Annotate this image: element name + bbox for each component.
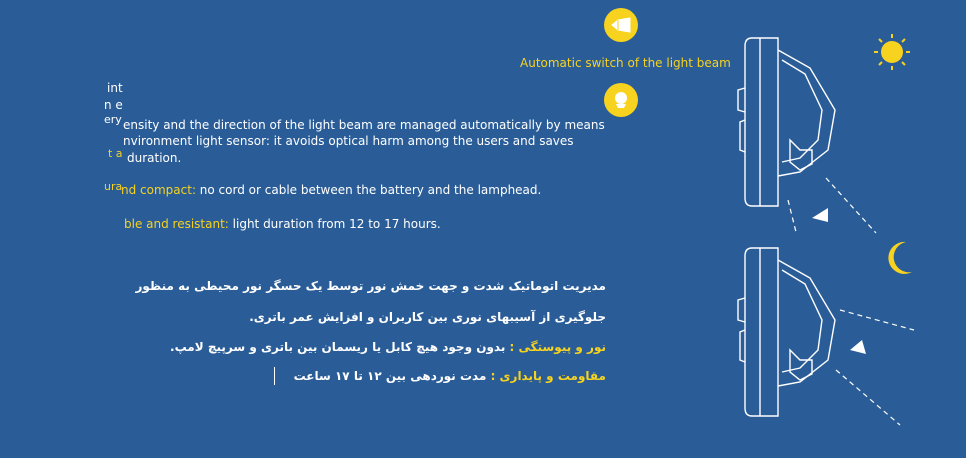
resistant-text: light duration from 12 to 17 hours. <box>228 217 441 231</box>
compact-text: no cord or cable between the battery and the lamphead. <box>195 183 542 197</box>
persian-line-3-label: نور و پیوستگی : <box>509 340 606 354</box>
auto-switch-label: Automatic switch of the light beam <box>520 56 731 70</box>
fragment-ne: n e <box>104 98 123 112</box>
body-line-2: nvironment light sensor: it avoids optical harm among the users and saves <box>123 134 574 148</box>
fragment-ta: t a <box>108 147 123 160</box>
persian-line-4-text: مدت نوردهی بین ۱۲ تا ۱۷ ساعت <box>293 369 491 383</box>
persian-line-4-label: مقاومت و پایداری : <box>490 369 606 383</box>
persian-line-2: جلوگیری از آسیبهای نوری بین کاربران و افزایش عمر باتری. <box>249 310 606 324</box>
crescent-moon-icon <box>888 242 912 274</box>
fragment-ura: ura <box>104 180 123 193</box>
fragment-int: int <box>107 81 123 95</box>
body-line-1: ensity and the direction of the light beam are managed automatically by means <box>123 118 605 132</box>
compact-label: nd compact: <box>121 183 196 197</box>
body-line-3: duration. <box>127 151 182 165</box>
persian-line-3-text: بدون وجود هیچ کابل یا ریسمان بین باتری و سرپیچ لامپ. <box>170 340 510 354</box>
persian-line-1: مدیریت اتوماتیک شدت و جهت خمش نور توسط یک حسگر نور محیطی به منظور <box>135 279 606 293</box>
sun-icon <box>874 34 910 70</box>
resistant-label: ble and resistant: <box>124 217 229 231</box>
fragment-ery: ery <box>104 113 122 126</box>
